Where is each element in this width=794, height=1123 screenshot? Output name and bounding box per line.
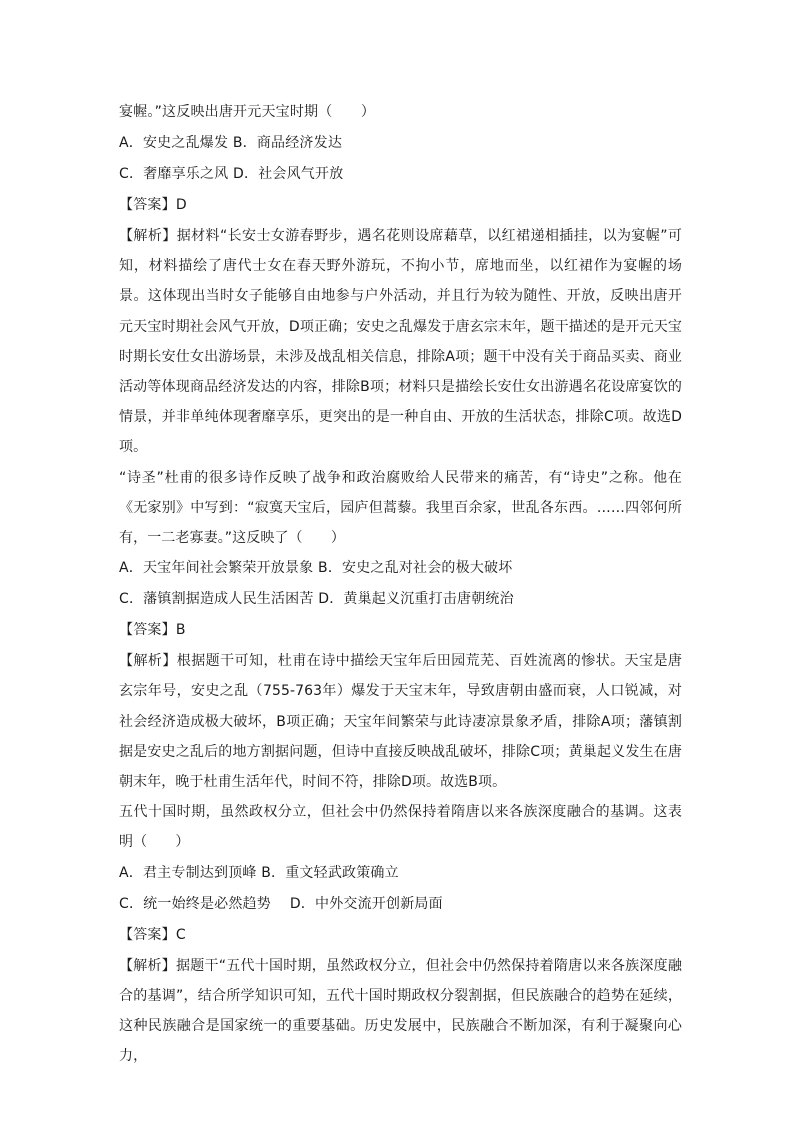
answer-label: 【答案】 — [119, 197, 176, 213]
q1-option-cd: C．奢靡享乐之风 D．社会风气开放 — [119, 166, 344, 182]
answer-value: C — [175, 926, 186, 943]
analysis-label: 【解析】 — [119, 228, 177, 244]
q3-option-cd: C．统一始终是必然趋势 D．中外交流开创新局面 — [119, 895, 443, 912]
analysis-text: 根据题干可知，杜甫在诗中描绘天宝年后田园荒芜、百姓流离的惨状。天宝是唐玄宗年号，安史之乱（755-763年）爆发于天宝末年，导致唐朝由盛而衰，人口锐减，对社会经济造成极大破坏，B项正确；天宝年间繁荣与此诗凄凉景象矛盾，排除A项；藩镇割据是安史之乱后的地方割据问题，但诗中直接反映战乱破坏，排除C项；黄巢起义发生在唐朝末年，晚于杜甫生活年代，时间不符，排除D项。故选B项。 — [119, 653, 682, 791]
answer-value: B — [175, 622, 186, 639]
q1-stem-tail: 宴幄。”这反映出唐开元天宝时期（ ） — [119, 104, 376, 120]
answer-value: D — [175, 197, 187, 213]
q3-answer — [119, 920, 682, 951]
q2-option-ab: A．天宝年间社会繁荣开放景象 B．安史之乱对社会的极大破坏 — [119, 560, 513, 577]
analysis-label: 【解析】 — [119, 957, 176, 974]
q2-answer — [119, 615, 682, 646]
q2-option-cd: C．藩镇割据造成人民生活困苦 D．黄巢起义沉重打击唐朝统治 — [119, 591, 514, 608]
document-page — [119, 97, 682, 1071]
answer-label: 【答案】 — [119, 622, 176, 639]
analysis-text: 据题干“五代十国时期，虽然政权分立，但社会中仍然保持着隋唐以来各族深度融合的基调”，结合所学知识可知，五代十国时期政权分裂割据，但民族融合的趋势在延续，这种民族融合是国家统一的重要基础。历史发展中，民族融合不断加深，有利于凝聚向心力， — [119, 957, 682, 1065]
q1-answer — [119, 190, 682, 221]
answer-label: 【答案】 — [119, 926, 176, 943]
q1-option-ab: A．安史之乱爆发 B．商品经济发达 — [119, 135, 343, 151]
analysis-text: 据材料“长安士女游春野步，遇名花则设席藉草，以红裙递相插挂，以为宴幄”可知，材料描绘了唐代士女在春天野外游玩，不拘小节，席地而坐，以红裙作为宴幄的场景。这体现出当时女子能够自由地参与户外活动，并且行为较为随性、开放，反映出唐开元天宝时期社会风气开放，D项正确；安史之乱爆发于唐玄宗末年，题干描述的是开元天宝时期长安仕女出游场景，未涉及战乱相关信息，排除A项；题干中没有关于商品买卖、商业活动等体现商品经济发达的内容，排除B项；材料只是描绘长安仕女出游遇名花设席宴饮的情景，并非单纯体现奢靡享乐，更突出的是一种自由、开放的生活状态，排除C项。故选D项。 — [119, 228, 682, 456]
q3-option-ab: A．君主专制达到顶峰 B．重文轻武政策确立 — [119, 864, 399, 881]
q1-analysis — [119, 221, 682, 463]
q3-analysis — [119, 951, 682, 1072]
q2-stem: “诗圣”杜甫的很多诗作反映了战争和政治腐败给人民带来的痛苦，有“诗史”之称。他在《无家别》中写到：“寂寞天宝后，园庐但蒿藜。我里百余家，世乱各东西。……四邻何所有，一二老寡妻。”这反映了（ ） — [119, 469, 682, 547]
q3-stem: 五代十国时期，虽然政权分立，但社会中仍然保持着隋唐以来各族深度融合的基调。这表明（ ） — [119, 804, 682, 851]
analysis-label: 【解析】 — [119, 653, 177, 670]
q2-analysis — [119, 646, 682, 797]
